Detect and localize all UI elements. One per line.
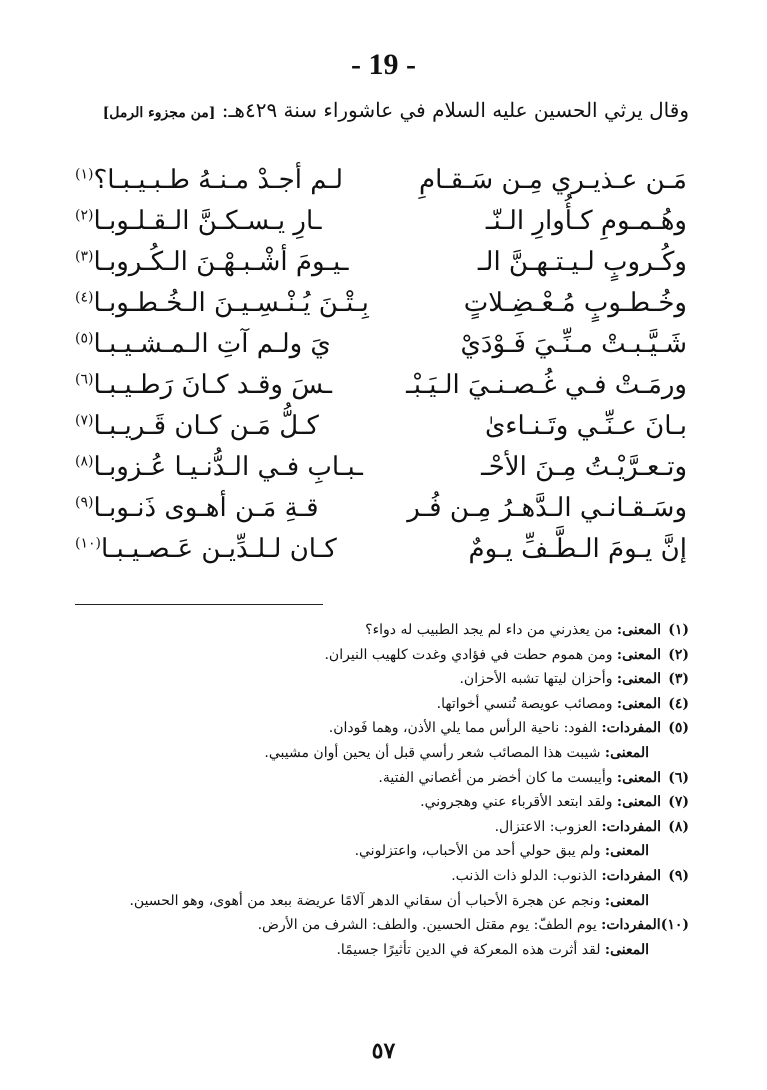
footnote-item <box>69 889 689 914</box>
footnote-item <box>69 692 689 717</box>
footnote-label: المعنى: <box>604 892 649 909</box>
poem-verses <box>75 160 687 570</box>
footnote-label: المعنى: <box>616 794 661 811</box>
verse-line <box>75 324 687 365</box>
footnote-label: المعنى: <box>616 769 661 786</box>
footnote-label: المفردات: <box>601 917 661 934</box>
footnote-item <box>69 667 689 692</box>
footnote-text: العزوب: الاعتزال. <box>494 818 598 835</box>
poem-intro <box>77 88 689 135</box>
verse-second-text: ـيـومَ أشْـبـهْـنَ الـكُـروبـا <box>93 247 349 277</box>
footnote-label: المعنى: <box>616 646 661 663</box>
verse-first-hemistich: بـانَ عـنِّـي وتَـنـاءىٰ <box>484 411 687 441</box>
footnote-text: ومصائب عويصة تُنسي أخواتها. <box>436 695 613 712</box>
footnote-number: (٢) <box>668 646 689 663</box>
verse-second-hemistich <box>75 447 363 488</box>
footnote-marker: (٩) <box>75 494 94 511</box>
verse-second-hemistich <box>75 160 343 201</box>
footnote-label: المعنى: <box>616 695 661 712</box>
footnote-item <box>69 766 689 791</box>
footnote-text: ونجم عن هجرة الأحباب أن سقاني الدهر آلامًا عريضة ببعد من أهوى، وهو الحسين. <box>129 892 601 909</box>
verse-line <box>75 365 687 406</box>
footnote-item <box>69 618 689 643</box>
footnote-item <box>69 913 689 938</box>
footnote-item <box>69 716 689 741</box>
verse-first-hemistich: إنَّ يـومَ الـطَّـفِّ يـومٌ <box>468 534 687 564</box>
intro-text: وقال يرثي الحسين عليه السلام في عاشوراء سنة ٤٢٩هـ: <box>221 98 689 122</box>
verse-second-text: قـةِ مَـن أهـوى ذَنـوبـا <box>93 493 319 523</box>
verse-second-hemistich <box>75 529 337 570</box>
footnote-label: المعنى: <box>604 843 649 860</box>
verse-line <box>75 283 687 324</box>
verse-second-text: يَ ولـم آتِ الـمـشـيـبـا <box>93 329 331 359</box>
footnote-label: المعنى: <box>604 941 649 958</box>
footnote-label: المفردات: <box>601 720 661 737</box>
footnote-marker: (١٠) <box>75 535 101 552</box>
verse-line <box>75 529 687 570</box>
footnote-item <box>69 938 689 963</box>
footnote-marker: (٨) <box>75 453 94 470</box>
footnote-label: المعنى: <box>604 744 649 761</box>
footnote-item <box>69 864 689 889</box>
verse-first-hemistich: وتـعـرَّيْـتُ مِـنَ الأحْـ <box>481 452 687 482</box>
verse-line <box>75 201 687 242</box>
verse-second-text: ـبـابِ فـي الـدُّنـيـا عُـزوبـا <box>93 452 363 482</box>
verse-second-text: ـسَ وقـد كـانَ رَطـيـبـا <box>93 370 333 400</box>
verse-second-hemistich <box>75 488 319 529</box>
verse-line <box>75 447 687 488</box>
footnote-number: (٤) <box>668 695 689 712</box>
footnote-marker: (٢) <box>75 207 94 224</box>
footnote-text: شيبت هذا المصائب شعر رأسي قبل أن يحين أوان مشيبي. <box>264 744 601 761</box>
page-title: - 19 - <box>351 48 416 81</box>
verse-first-hemistich: مَـن عـذيـري مِـن سَـقـامِ <box>419 165 687 195</box>
footnote-label: المفردات: <box>601 818 661 835</box>
footnote-number: (٥) <box>668 720 689 737</box>
footnote-text: الذنوب: الدلو ذات الذنب. <box>451 867 598 884</box>
verse-line <box>75 160 687 201</box>
footnote-number: (٨) <box>668 818 689 835</box>
verse-first-hemistich: ورمَـتْ فـي غُـصـنـيَ الـيَـبْـ <box>406 370 687 400</box>
verse-first-hemistich: شَـيَّـبـتْ مـنِّـيَ فَـوْدَيْ <box>460 329 687 359</box>
footnote-number: (٩) <box>668 867 689 884</box>
footnote-item <box>69 790 689 815</box>
footnote-text: وأحزان ليتها تشبه الأحزان. <box>459 671 613 688</box>
footnote-marker: (٤) <box>75 289 94 306</box>
verse-line <box>75 406 687 447</box>
verse-first-hemistich: وسَـقـانـي الـدَّهـرُ مِـن فُـر <box>407 493 687 523</box>
verse-second-hemistich <box>75 365 332 406</box>
footnote-text: من يعذرني من داء لم يجد الطبيب له دواء؟ <box>365 622 613 638</box>
footnote-text: ولقد ابتعد الأقرباء عني وهجروني. <box>420 794 613 811</box>
footnote-number: (٧) <box>668 794 689 811</box>
footnote-text: يوم الطفّ: يوم مقتل الحسين. والطف: الشرف من الأرض. <box>257 917 597 934</box>
footnote-item <box>69 643 689 668</box>
page-number: ٥٧ <box>371 1038 396 1064</box>
footnote-marker: (١) <box>75 166 94 183</box>
verse-first-hemistich: وخُـطـوبٍ مُـعْـضِـلاتٍ <box>463 288 687 318</box>
verse-second-hemistich <box>75 201 322 242</box>
footnote-label: المعنى: <box>616 622 661 638</box>
footnote-text: الفود: ناحية الرأس مما يلي الأذن، وهما فَودان. <box>328 720 598 737</box>
verse-first-hemistich: وهُـمـومِ كـأُوارِ الـنّـ <box>485 206 687 236</box>
verse-second-hemistich <box>75 242 349 283</box>
footnote-item <box>69 741 689 766</box>
verse-line <box>75 242 687 283</box>
footnote-number: (١٠) <box>660 917 689 934</box>
verse-second-hemistich <box>75 406 319 447</box>
verse-second-text: ـارِ يـسـكـنَّ الـقـلـوبـا <box>93 206 322 236</box>
footnote-text: ومن هموم حطت في فؤادي وغدت كلهيب النيران. <box>324 646 613 663</box>
verse-second-text: لـم أجـدْ مـنـهُ طـبـيـبـا؟ <box>93 165 344 195</box>
footnote-label: المعنى: <box>616 671 661 688</box>
verse-second-hemistich <box>75 283 369 324</box>
footnote-text: وأيبست ما كان أخضر من أغصاني الفتية. <box>378 769 613 786</box>
footnote-divider <box>75 604 323 605</box>
footnote-marker: (٦) <box>75 371 94 388</box>
footnote-item <box>69 839 689 864</box>
footnote-text: ولم يبق حولي أحد من الأحباب، واعتزلوني. <box>354 843 601 860</box>
verse-second-text: كـان لـلـدِّيـن عَـصـيـبـا <box>100 534 337 564</box>
verse-first-hemistich: وكُـروبٍ لـيـتـهـنَّ الـ <box>477 247 687 277</box>
footnotes <box>69 618 689 962</box>
footnote-label: المفردات: <box>601 867 661 884</box>
footnote-number: (٣) <box>668 671 689 688</box>
verse-second-hemistich <box>75 324 331 365</box>
verse-line <box>75 488 687 529</box>
footnote-item <box>69 815 689 840</box>
footnote-number: (١) <box>668 622 689 638</box>
verse-second-text: كـلُّ مَـن كـان قَـريـبـا <box>93 411 319 441</box>
footnote-number: (٦) <box>668 769 689 786</box>
footnote-marker: (٣) <box>75 248 94 265</box>
footnote-marker: (٥) <box>75 330 94 347</box>
footnote-marker: (٧) <box>75 412 94 429</box>
meter-tag: [من مجزوء الرمل] <box>102 105 216 121</box>
verse-second-text: بِـتْـنَ يُـنْـسِـيـنَ الـخُـطـوبـا <box>93 288 369 318</box>
footnote-text: لقد أثرت هذه المعركة في الدين تأثيرًا جسيمًا. <box>336 941 601 958</box>
